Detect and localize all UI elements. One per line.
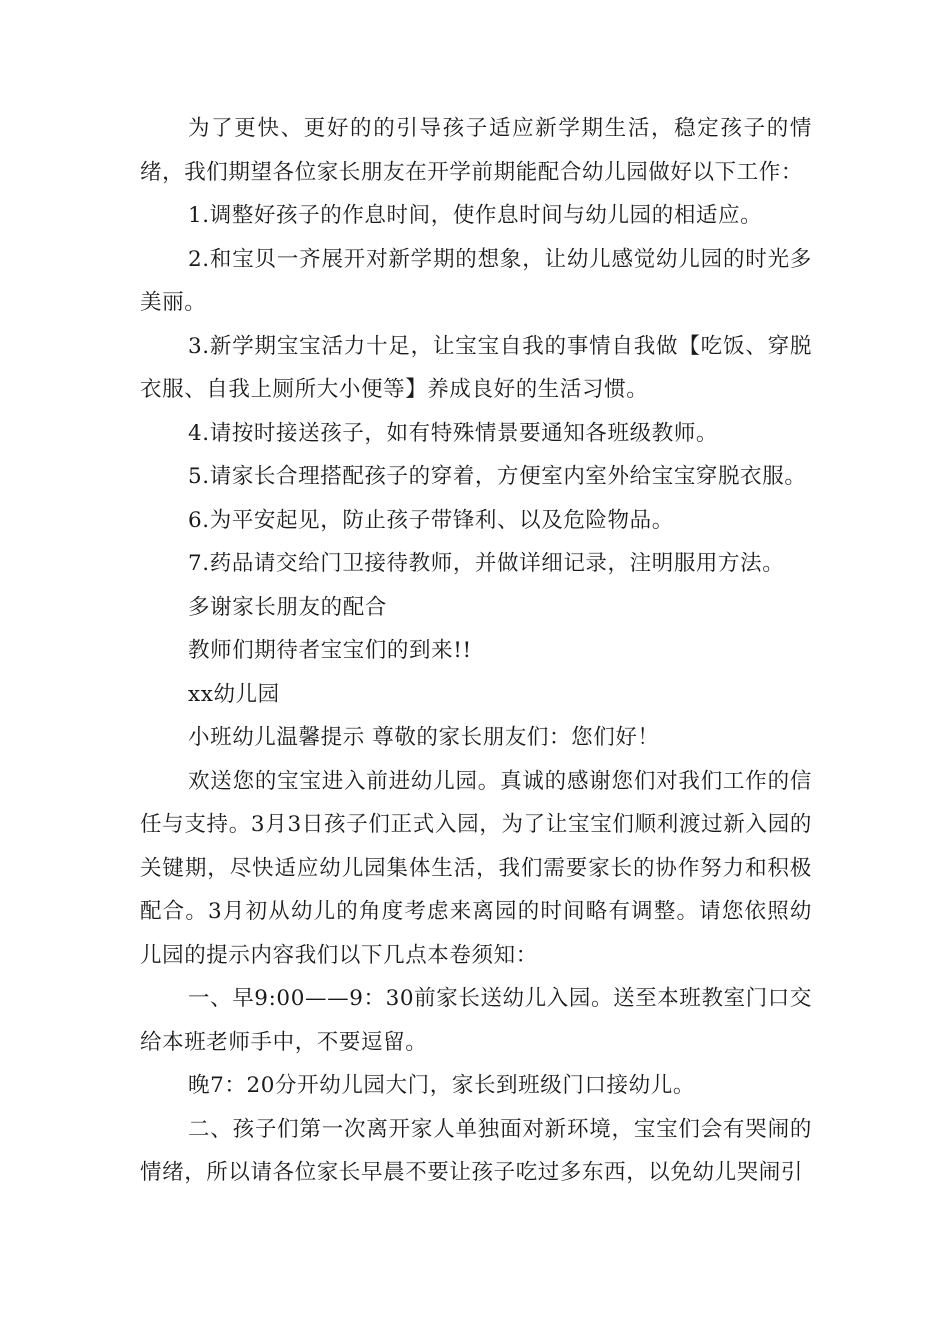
thanks-line: 多谢家长朋友的配合 xyxy=(188,594,387,620)
rule-2-paragraph: 二、孩子们第一次离开家人单独面对新环境，宝宝们会有哭闹的情绪，所以请各位家长早晨不要让孩子吃过多东西，以免幼儿哭闹引 xyxy=(140,1116,812,1185)
list-item-5: 5.请家长合理搭配孩子的穿着，方便室内室外给宝宝穿脱衣服。 xyxy=(188,464,807,489)
list-item-6: 6.为平安起见，防止孩子带锋利、以及危险物品。 xyxy=(188,507,674,533)
document-body xyxy=(140,107,812,1195)
welcome-paragraph: 欢送您的宝宝进入前进幼儿园。真诚的感谢您们对我们工作的信任与支持。3月3日孩子们正式入园，为了让宝宝们顺利渡过新入园的关键期，尽快适应幼儿园集体生活，我们需要家长的协作努力和积极配合。3月初从幼儿的角度考虑来离园的时间略有调整。请您依照幼儿园的提示内容我们以下几点本卷须知： xyxy=(140,768,812,968)
evening-pickup-paragraph: 晚7：20分开幼儿园大门，家长到班级门口接幼儿。 xyxy=(188,1073,695,1098)
list-item-2: 2.和宝贝一齐展开对新学期的想象，让幼儿感觉幼儿园的时光多美丽。 xyxy=(140,246,812,315)
list-item-7: 7.药品请交给门卫接待教师，并做详细记录，注明服用方法。 xyxy=(188,551,785,576)
list-item-1: 1.调整好孩子的作息时间，使作息时间与幼儿园的相适应。 xyxy=(188,203,763,228)
rule-1-paragraph: 一、早9:00——9：30前家长送幼儿入园。送至本班教室门口交给本班老师手中，不要逗留。 xyxy=(140,986,812,1055)
intro-paragraph: 为了更快、更好的的引导孩子适应新学期生活，稳定孩子的情绪，我们期望各位家长朋友在开学前期能配合幼儿园做好以下工作： xyxy=(140,116,812,185)
list-item-3: 3.新学期宝宝活力十足，让宝宝自我的事情自我做【吃饭、穿脱衣服、自我上厕所大小便等】养成良好的生活习惯。 xyxy=(140,333,812,402)
list-item-4: 4.请按时接送孩子，如有特殊情景要通知各班级教师。 xyxy=(188,420,719,446)
closing-line: 教师们期待者宝宝们的到来!! xyxy=(188,638,472,663)
signature-line: xx幼儿园 xyxy=(188,681,280,707)
notice-heading: 小班幼儿温馨提示 尊敬的家长朋友们：您们好！ xyxy=(188,725,660,750)
